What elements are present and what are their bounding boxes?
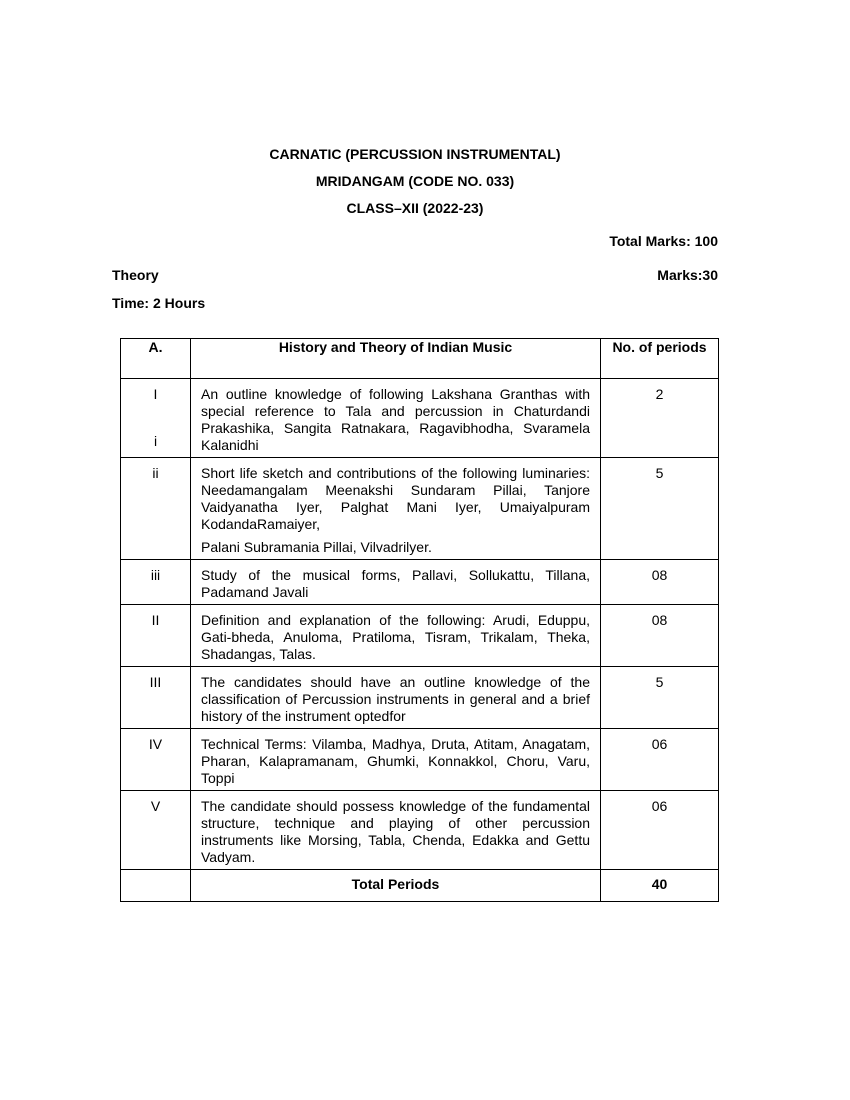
- row-number: V: [121, 791, 191, 870]
- time-duration: Time: 2 Hours: [112, 295, 206, 311]
- theory-marks: Marks:30: [657, 267, 718, 283]
- row-number-main: I: [153, 386, 158, 402]
- row-number: III: [121, 667, 191, 729]
- syllabus-table: [120, 338, 719, 902]
- column-header-section: A.: [121, 339, 191, 379]
- table-row: [121, 560, 719, 605]
- row-periods: 5: [601, 667, 719, 729]
- title-line-2: MRIDANGAM (CODE NO. 033): [315, 173, 515, 189]
- row-number: iii: [121, 560, 191, 605]
- title-line-1: CARNATIC (PERCUSSION INSTRUMENTAL): [269, 146, 561, 162]
- row-periods: 06: [601, 729, 719, 791]
- table-row: [121, 729, 719, 791]
- table-row: [121, 379, 719, 458]
- row-description: The candidate should possess knowledge of the fundamental structure, technique and playing of other percussion instruments like Morsing, Tabla, Chenda, Edakka and Gettu Vadyam.: [191, 791, 601, 870]
- row-number: ii: [121, 458, 191, 560]
- row-periods: 08: [601, 605, 719, 667]
- row-description-main: Short life sketch and contributions of the following luminaries: Needamangalam Meenakshi Sundaram Pillai, Tanjore Vaidyanatha Iyer, Palghat Mani Iyer, Umaiyalpuram KodandaRamaiyer,: [201, 465, 590, 532]
- row-number: II: [121, 605, 191, 667]
- title-line-3: CLASS–XII (2022-23): [346, 200, 484, 216]
- row-description: An outline knowledge of following Lakshana Granthas with special reference to Tala and percussion in Chaturdandi Prakashika, Sangita Ratnakara, Ragavibhodha, Svaramela Kalanidhi: [191, 379, 601, 458]
- row-periods: 08: [601, 560, 719, 605]
- row-description: Study of the musical forms, Pallavi, Sollukattu, Tillana, Padamand Javali: [191, 560, 601, 605]
- row-periods: 06: [601, 791, 719, 870]
- row-number: IV: [121, 729, 191, 791]
- table-row: [121, 605, 719, 667]
- column-header-topic: History and Theory of Indian Music: [191, 339, 601, 379]
- total-row: [121, 870, 719, 902]
- row-description: Definition and explanation of the following: Arudi, Eduppu, Gati-bheda, Anuloma, Pratiloma, Tisram, Trikalam, Theka, Shadangas, Talas.: [191, 605, 601, 667]
- row-periods: 5: [601, 458, 719, 560]
- table-row: [121, 667, 719, 729]
- row-description: [191, 458, 601, 560]
- row-description: The candidates should have an outline knowledge of the classification of Percussion instruments in general and a brief history of the instrument optedfor: [191, 667, 601, 729]
- table-row: [121, 791, 719, 870]
- total-empty-cell: [121, 870, 191, 902]
- total-value: 40: [601, 870, 719, 902]
- table-header-row: [121, 339, 719, 379]
- theory-label: Theory: [112, 267, 159, 283]
- row-description-extra: Palani Subramania Pillai, Vilvadrilyer.: [201, 539, 432, 555]
- total-label: Total Periods: [191, 870, 601, 902]
- total-marks: Total Marks: 100: [609, 233, 718, 249]
- row-number: [121, 379, 191, 458]
- table-row: [121, 458, 719, 560]
- row-number-sub: i: [153, 433, 158, 449]
- row-description: Technical Terms: Vilamba, Madhya, Druta, Atitam, Anagatam, Pharan, Kalapramanam, Ghumki, Konnakkol, Choru, Varu, Toppi: [191, 729, 601, 791]
- row-periods: 2: [601, 379, 719, 458]
- column-header-periods: No. of periods: [601, 339, 719, 379]
